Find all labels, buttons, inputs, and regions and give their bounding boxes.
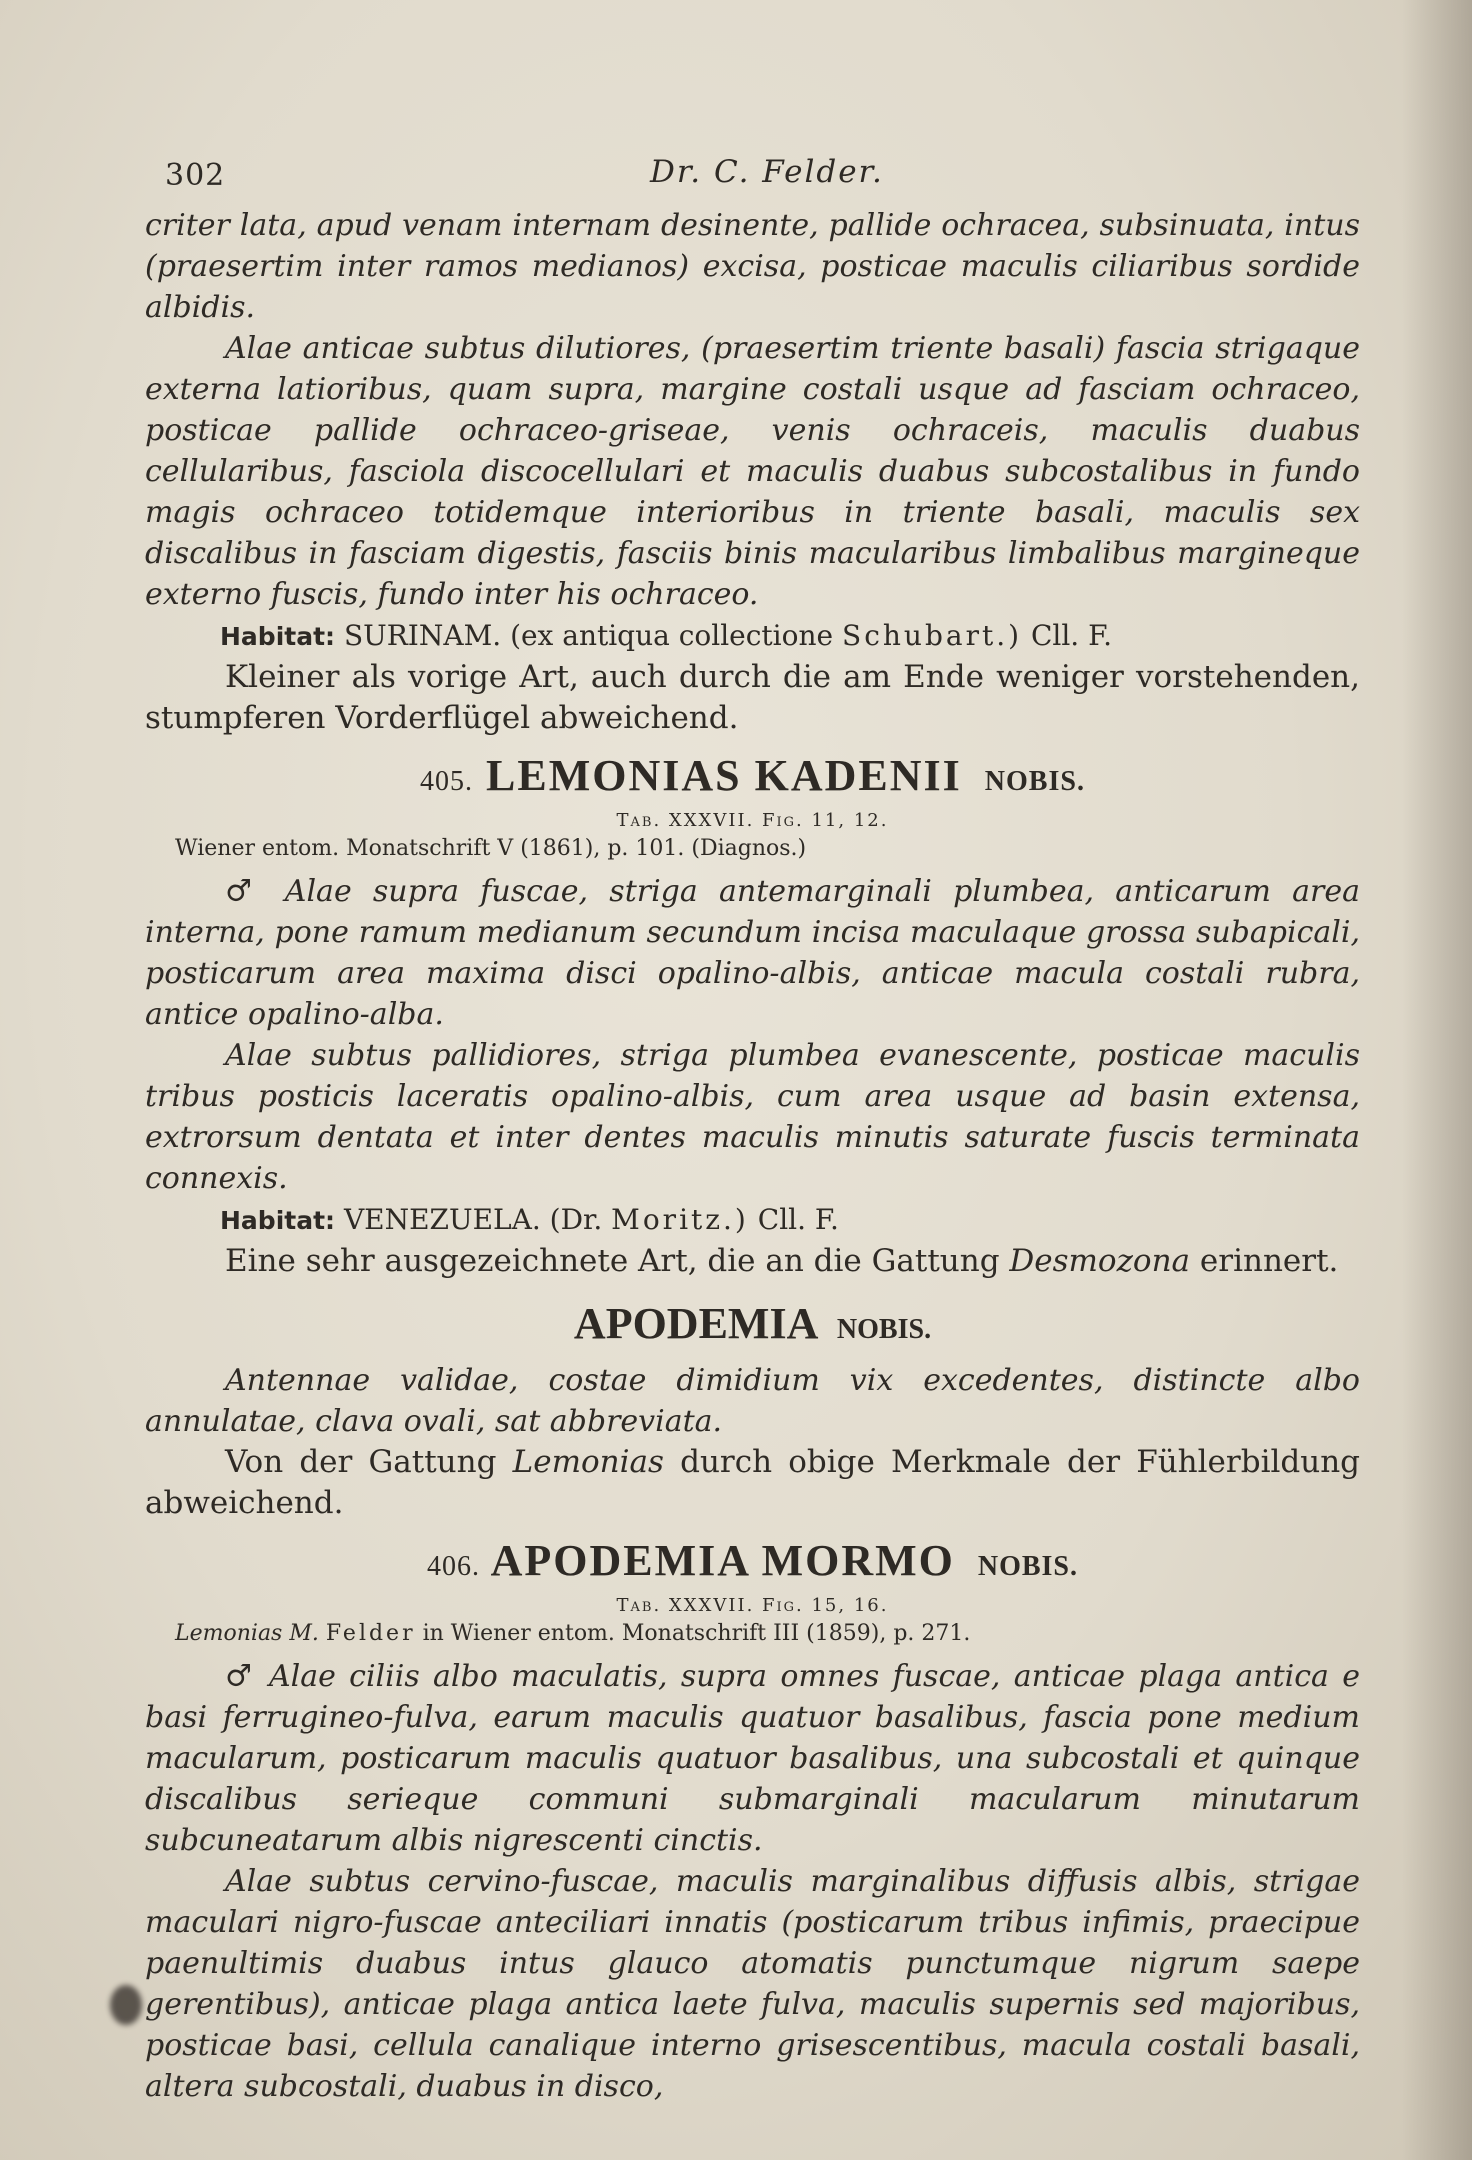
collector-name: Moritz.) [611, 1203, 749, 1236]
paragraph-1: criter lata, apud venam internam desinente, pallide ochracea, subsinuata, intus (praesertim inter ramos medianos) excisa, posticae maculis ciliaribus sordide albidis. [145, 208, 1360, 325]
habitat-label: Habitat: [220, 1206, 336, 1235]
page-header [145, 150, 1360, 205]
species-author: NOBIS. [984, 766, 1085, 797]
paragraph-german-2 [145, 1241, 1360, 1282]
collection-abbrev: Cll. F. [757, 1203, 839, 1236]
species-name: LEMONIAS KADENII [486, 751, 962, 800]
text-segment: Eine sehr ausgezeichnete Art, die an die Gattung [225, 1243, 1000, 1279]
genus-author: NOBIS. [836, 1314, 932, 1345]
running-head: Dr. C. Felder. [650, 154, 884, 190]
species-number: 405. [420, 766, 474, 797]
genus-mention: Lemonias [512, 1444, 664, 1480]
collection-abbrev: Cll. F. [1030, 619, 1113, 652]
plate-reference-406: Tab. XXXVII. Fig. 15, 16. [616, 1595, 889, 1616]
habitat-line-1 [145, 615, 1360, 657]
species-heading-406 [145, 1534, 1360, 1594]
text-segment: Von der Gattung [225, 1444, 497, 1480]
literature-reference-406 [145, 1618, 1360, 1650]
reference-author: Felder [325, 1621, 416, 1646]
species-heading-405 [145, 749, 1360, 809]
habitat-note: (Dr. [549, 1203, 603, 1236]
reference-source: in Wiener entom. Monatschrift III (1859), p. 271. [422, 1621, 971, 1646]
text-segment: erinnert. [1199, 1243, 1339, 1279]
habitat-place: SURINAM. [343, 619, 502, 652]
species-author: NOBIS. [977, 1551, 1079, 1582]
habitat-label: Habitat: [220, 622, 336, 651]
paragraph-4: Alae subtus pallidiores, striga plumbea evanescente, posticae maculis tribus posticis laceratis opalino-albis, cum area usque ad basin extensa, extrorsum dentata et inter dentes maculis minutis saturate fuscis terminata connexis. [145, 1038, 1360, 1196]
paragraph-7: Alae subtus cervino-fuscae, maculis marginalibus diffusis albis, strigae maculari nigro-fuscae anteciliari innatis (posticarum tribus infimis, praecipue paenultimis duabus intus glauco atomatis punctumque nigrum saepe gerentibus), anticae plaga antica laete fulva, maculis supernis sed majoribus, posticae basi, cellula canalique interno grisescentibus, macula costali basali, altera subcostali, duabus in disco, [145, 1864, 1360, 2104]
species-name: APODEMIA MORMO [490, 1536, 955, 1585]
page-content [145, 150, 1360, 2107]
species-number: 406. [426, 1551, 480, 1582]
page-edge-shadow [1402, 0, 1472, 2160]
genus-heading [145, 1294, 1360, 1360]
paragraph-6: ♂ Alae ciliis albo maculatis, supra omnes fuscae, anticae plaga antica e basi ferrugineo-fulva, earum maculis quatuor basalibus, fascia pone medium macularum, posticarum maculis quatuor basalibus, una subcostali et quinque discalibus serieque communi submarginali macularum minutarum subcuneatarum albis nigrescenti cinctis. [145, 1659, 1360, 1858]
paragraph-german-3 [145, 1442, 1360, 1524]
genus-mention: Desmozona [1009, 1243, 1191, 1279]
reference-genus: Lemonias M. [175, 1621, 319, 1646]
literature-reference-405: Wiener entom. Monatschrift V (1861), p. 101. (Diagnos.) [175, 836, 807, 861]
paragraph-3: ♂ Alae supra fuscae, striga antemarginali plumbea, anticarum area interna, pone ramum medianum secundum incisa maculaque grossa subapicali, posticarum area maxima disci opalino-albis, anticae macula costali rubra, antice opalino-alba. [145, 874, 1360, 1032]
page-number: 302 [165, 158, 226, 193]
text-segment: durch obige Merkmale der Fühlerbildung abweichend. [145, 1444, 1361, 1521]
habitat-line-2 [145, 1199, 1360, 1241]
plate-reference-405: Tab. XXXVII. Fig. 11, 12. [616, 810, 889, 831]
genus-name: APODEMIA [573, 1299, 816, 1348]
paragraph-5: Antennae validae, costae dimidium vix excedentes, distincte albo annulatae, clava ovali, sat abbreviata. [145, 1363, 1360, 1439]
paragraph-german-1: Kleiner als vorige Art, auch durch die am Ende weniger vorstehenden, stumpferen Vorderflügel abweichend. [145, 659, 1360, 736]
habitat-note: (ex antiqua collectione [510, 619, 834, 652]
habitat-place: VENEZUELA. [343, 1203, 541, 1236]
paragraph-2: Alae anticae subtus dilutiores, (praesertim triente basali) fascia strigaque externa latioribus, quam supra, margine costali usque ad fasciam ochraceo, posticae pallide ochraceo-griseae, venis ochraceis, maculis duabus cellularibus, fasciola discocellulari et maculis duabus subcostalibus in fundo magis ochraceo totidemque interioribus in triente basali, maculis sex discalibus in fasciam digestis, fasciis binis macularibus limbalibus margineque externo fuscis, fundo inter his ochraceo. [145, 331, 1360, 612]
collector-name: Schubart.) [842, 619, 1023, 652]
ink-stain [110, 1985, 142, 2025]
